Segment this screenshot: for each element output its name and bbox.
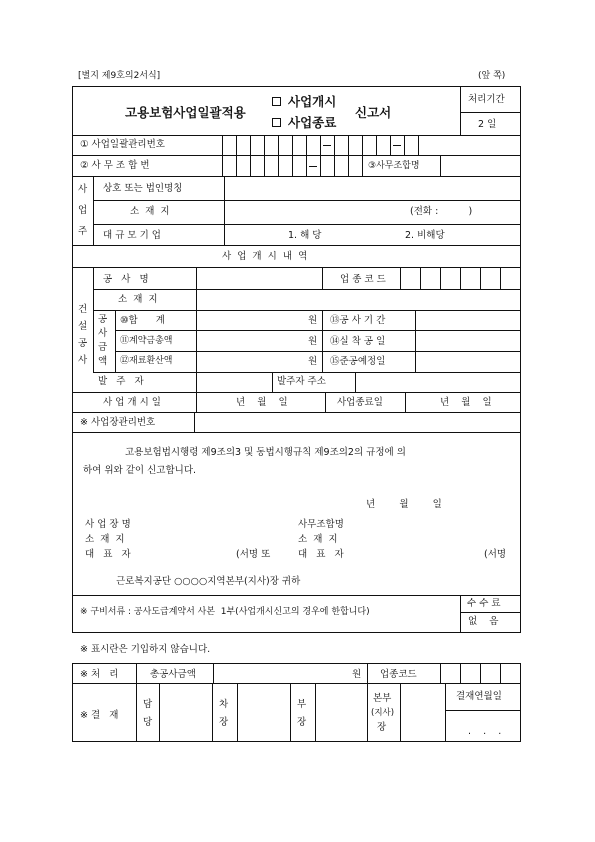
label-project-name: 공 사 명 (103, 274, 149, 285)
processing-period-label: 처리기간 (468, 94, 505, 105)
form-title-suffix: 신고서 (355, 105, 392, 120)
label-total-amount: ⑩합 계 (120, 315, 165, 326)
business-mgmt-no-cells[interactable] (222, 136, 520, 155)
label-employer-address: 소 재 지 (130, 206, 170, 217)
option-business-close: 사업종료 (288, 115, 337, 130)
construction-group-1: 건 (78, 304, 88, 315)
won-total-cost: 원 (352, 669, 362, 680)
fee-label: 수 수 료 (467, 598, 501, 609)
label-union-no: ② 사 무 조 합 번 (80, 160, 150, 171)
label-union-name-sign: 사무조합명 (298, 519, 344, 530)
employer-group-3: 주 (78, 226, 88, 237)
declaration-text-line2: 하여 위와 같이 신고합니다. (83, 465, 197, 476)
option-business-open: 사업개시 (288, 94, 337, 109)
label-total-project-cost: 총공사금액 (150, 669, 196, 680)
label-representative: 대 표 자 (85, 549, 131, 560)
approval-branch-2: (지사) (371, 708, 395, 718)
label-industry-code: 업 종 코 드 (340, 274, 386, 285)
construction-group-4: 사 (78, 355, 88, 366)
won-material: 원 (308, 356, 318, 367)
label-end-date: ⑮준공예정일 (330, 356, 386, 367)
page-side-label: (앞 쪽) (478, 71, 506, 81)
addressee: 근로복지공단 ○○○○지역본부(지사)장 귀하 (116, 576, 301, 587)
employer-group-1: 사 (78, 184, 88, 195)
checkbox-business-open[interactable] (272, 97, 281, 106)
section-business-open-details: 사 업 개 시 내 역 (222, 251, 308, 262)
fee-value: 없 음 (468, 616, 499, 627)
cost-group-3: 금 (98, 342, 108, 353)
business-open-date-fields[interactable]: 년 월 일 (236, 397, 288, 408)
approval-head-2: 장 (297, 717, 307, 728)
cost-group-4: 액 (98, 356, 108, 367)
cost-group-1: 공 (98, 314, 108, 325)
won-contract: 원 (308, 336, 318, 347)
office-use-note: ※ 표시란은 기입하지 않습니다. (80, 644, 211, 655)
form-number: [별지 제9호의2서식] (78, 71, 161, 81)
cost-group-2: 사 (98, 328, 108, 339)
approval-staff-2: 당 (143, 717, 153, 728)
construction-group-3: 공 (78, 338, 88, 349)
approval-branch-1: 본부 (373, 693, 392, 704)
label-large-company: 대 규 모 기 업 (103, 230, 161, 241)
label-union-address: 소 재 지 (298, 534, 338, 545)
label-industry-code-office: 업종코드 (380, 669, 417, 680)
label-start-date: ⑭실 착 공 일 (330, 336, 386, 347)
label-contract-amount: ⑪계약금총액 (120, 336, 173, 346)
label-workplace-name: 사 업 장 명 (85, 519, 131, 530)
union-no-cells[interactable] (222, 156, 362, 176)
form-title: 고용보험사업일괄적용 (125, 105, 246, 120)
required-documents: ※ 구비서류 : 공사도급계약서 사본 1부(사업개시신고의 경우에 한합니다) (80, 607, 370, 617)
label-business-close-date: 사업종료일 (337, 397, 383, 408)
approval-head-1: 부 (297, 699, 307, 710)
declaration-text-line1: 고용보험법시행령 제9조의3 및 동법시행규칙 제9조의2의 규정에 의 (125, 447, 406, 458)
approval-staff-1: 담 (143, 699, 153, 710)
label-processing: ※ 처 리 (80, 669, 119, 680)
construction-group-2: 설 (78, 321, 88, 332)
won-total: 원 (308, 315, 318, 326)
processing-period-value: 2 일 (478, 119, 497, 130)
signature-note-2: (서명 (484, 549, 507, 560)
employer-phone: (전화 : ) (410, 206, 473, 217)
label-business-mgmt-no: ① 사업일괄관리번호 (80, 139, 165, 150)
label-approval-date: 결재연월일 (456, 691, 502, 702)
label-company-name: 상호 또는 법인명칭 (103, 183, 183, 194)
large-company-no[interactable]: 2. 비해당 (405, 230, 445, 241)
large-company-yes[interactable]: 1. 해 당 (288, 230, 322, 241)
label-union-representative: 대 표 자 (298, 549, 344, 560)
approval-deputy-2: 장 (219, 717, 229, 728)
approval-date-fields[interactable]: . . . (468, 726, 502, 737)
business-close-date-fields[interactable]: 년 월 일 (440, 397, 492, 408)
declaration-date: 년 월 일 (366, 499, 442, 510)
label-approval: ※ 결 재 (80, 710, 119, 721)
label-orderer-address: 발주자 주소 (277, 376, 326, 387)
approval-deputy-1: 차 (219, 699, 229, 710)
checkbox-business-close[interactable] (272, 118, 281, 127)
label-material-amount: ⑫재료환산액 (120, 356, 173, 366)
label-workplace-mgmt-no: ※ 사업장관리번호 (80, 417, 156, 428)
label-construction-period: ⑬공 사 기 간 (330, 315, 386, 326)
signature-note-1: (서명 또 (236, 549, 271, 560)
label-project-location: 소 재 지 (118, 294, 158, 305)
label-business-open-date: 사 업 개 시 일 (103, 397, 161, 408)
label-orderer: 발 주 자 (98, 376, 144, 387)
approval-branch-3: 장 (377, 722, 387, 733)
label-workplace-address: 소 재 지 (85, 534, 125, 545)
label-union-name: ③사무조합명 (368, 161, 420, 171)
employer-group-2: 업 (78, 205, 88, 216)
